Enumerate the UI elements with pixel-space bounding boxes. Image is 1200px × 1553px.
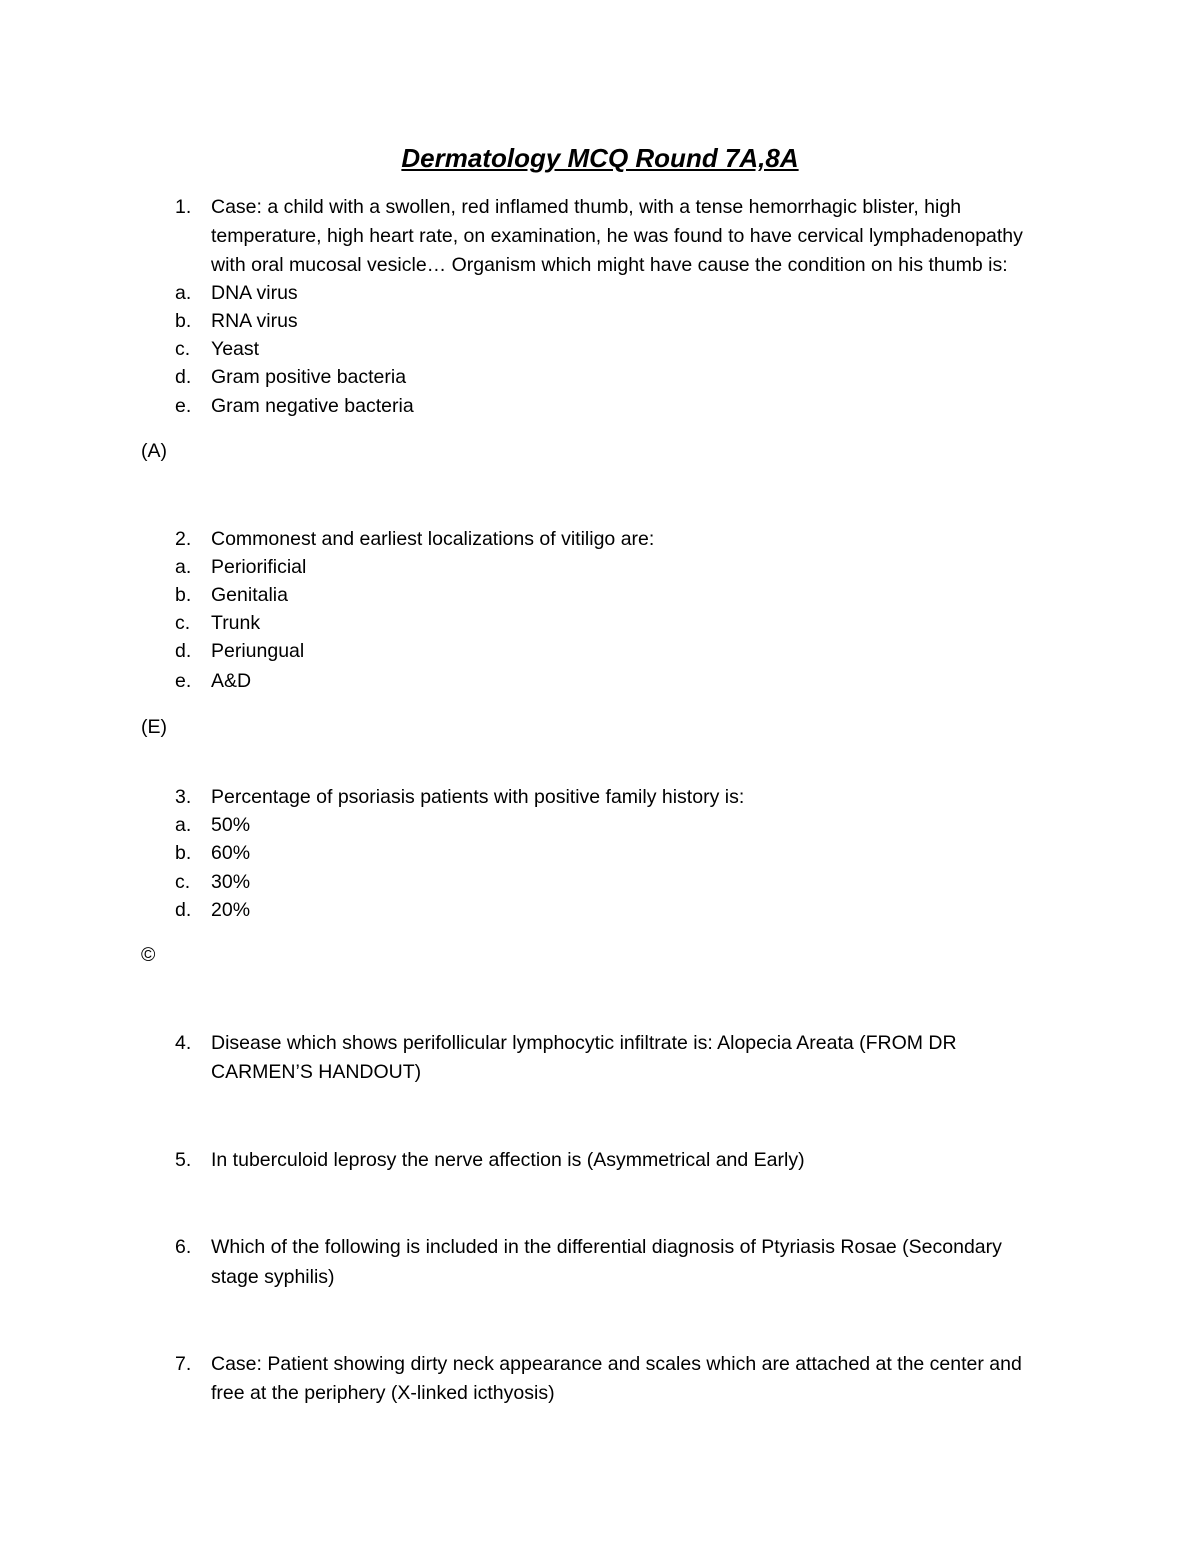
question-text-line: free at the periphery (X-linked icthyosis) bbox=[211, 1382, 555, 1404]
question-text-line: Percentage of psoriasis patients with positive family history is: bbox=[211, 786, 745, 808]
question-text-line: In tuberculoid leprosy the nerve affection is (Asymmetrical and Early) bbox=[211, 1149, 805, 1171]
option-letter: b. bbox=[175, 584, 192, 606]
question-number: 2. bbox=[175, 528, 192, 550]
answer-key: (E) bbox=[141, 716, 167, 738]
option-letter: c. bbox=[175, 612, 191, 634]
option-text: RNA virus bbox=[211, 310, 298, 332]
option-letter: c. bbox=[175, 871, 191, 893]
option-letter: c. bbox=[175, 338, 191, 360]
option-letter: d. bbox=[175, 366, 192, 388]
question-text-line: CARMEN’S HANDOUT) bbox=[211, 1061, 422, 1083]
option-text: Periungual bbox=[211, 640, 305, 662]
option-letter: d. bbox=[175, 640, 192, 662]
option-text: 20% bbox=[211, 899, 251, 921]
option-text: 50% bbox=[211, 814, 251, 836]
question-number: 6. bbox=[175, 1236, 192, 1258]
option-letter: a. bbox=[175, 814, 192, 836]
question-text-line: Disease which shows perifollicular lymphocytic infiltrate is: Alopecia Areata (FROM DR bbox=[211, 1032, 957, 1054]
question-text-line: Which of the following is included in the differential diagnosis of Ptyriasis Rosae (Secondary bbox=[211, 1236, 1002, 1258]
question-text-line: Commonest and earliest localizations of vitiligo are: bbox=[211, 528, 655, 550]
option-text: A&D bbox=[211, 670, 252, 692]
question-number: 4. bbox=[175, 1032, 192, 1054]
question-number: 1. bbox=[175, 196, 192, 218]
option-text: Trunk bbox=[211, 612, 261, 634]
option-text: Gram positive bacteria bbox=[211, 366, 407, 388]
question-number: 3. bbox=[175, 786, 192, 808]
question-text-line: stage syphilis) bbox=[211, 1266, 335, 1288]
option-letter: e. bbox=[175, 395, 192, 417]
option-letter: a. bbox=[175, 282, 192, 304]
question-number: 5. bbox=[175, 1149, 192, 1171]
option-letter: b. bbox=[175, 310, 192, 332]
option-letter: a. bbox=[175, 556, 192, 578]
option-text: Gram negative bacteria bbox=[211, 395, 414, 417]
question-text-line: temperature, high heart rate, on examination, he was found to have cervical lymphadenopathy bbox=[211, 225, 1023, 247]
answer-key: (A) bbox=[141, 440, 167, 462]
option-text: 60% bbox=[211, 842, 251, 864]
option-text: Genitalia bbox=[211, 584, 288, 606]
option-letter: d. bbox=[175, 899, 192, 921]
option-letter: e. bbox=[175, 670, 192, 692]
answer-key: © bbox=[141, 944, 156, 966]
question-number: 7. bbox=[175, 1353, 192, 1375]
question-text-line: Case: Patient showing dirty neck appearance and scales which are attached at the center and bbox=[211, 1353, 1022, 1375]
question-text-line: with oral mucosal vesicle… Organism which might have cause the condition on his thumb is: bbox=[211, 254, 1008, 276]
document-title: Dermatology MCQ Round 7A,8A bbox=[401, 143, 799, 173]
option-text: Yeast bbox=[211, 338, 260, 360]
option-text: 30% bbox=[211, 871, 251, 893]
question-text-line: Case: a child with a swollen, red inflamed thumb, with a tense hemorrhagic blister, high bbox=[211, 196, 962, 218]
option-text: DNA virus bbox=[211, 282, 298, 304]
option-letter: b. bbox=[175, 842, 192, 864]
option-text: Periorificial bbox=[211, 556, 307, 578]
